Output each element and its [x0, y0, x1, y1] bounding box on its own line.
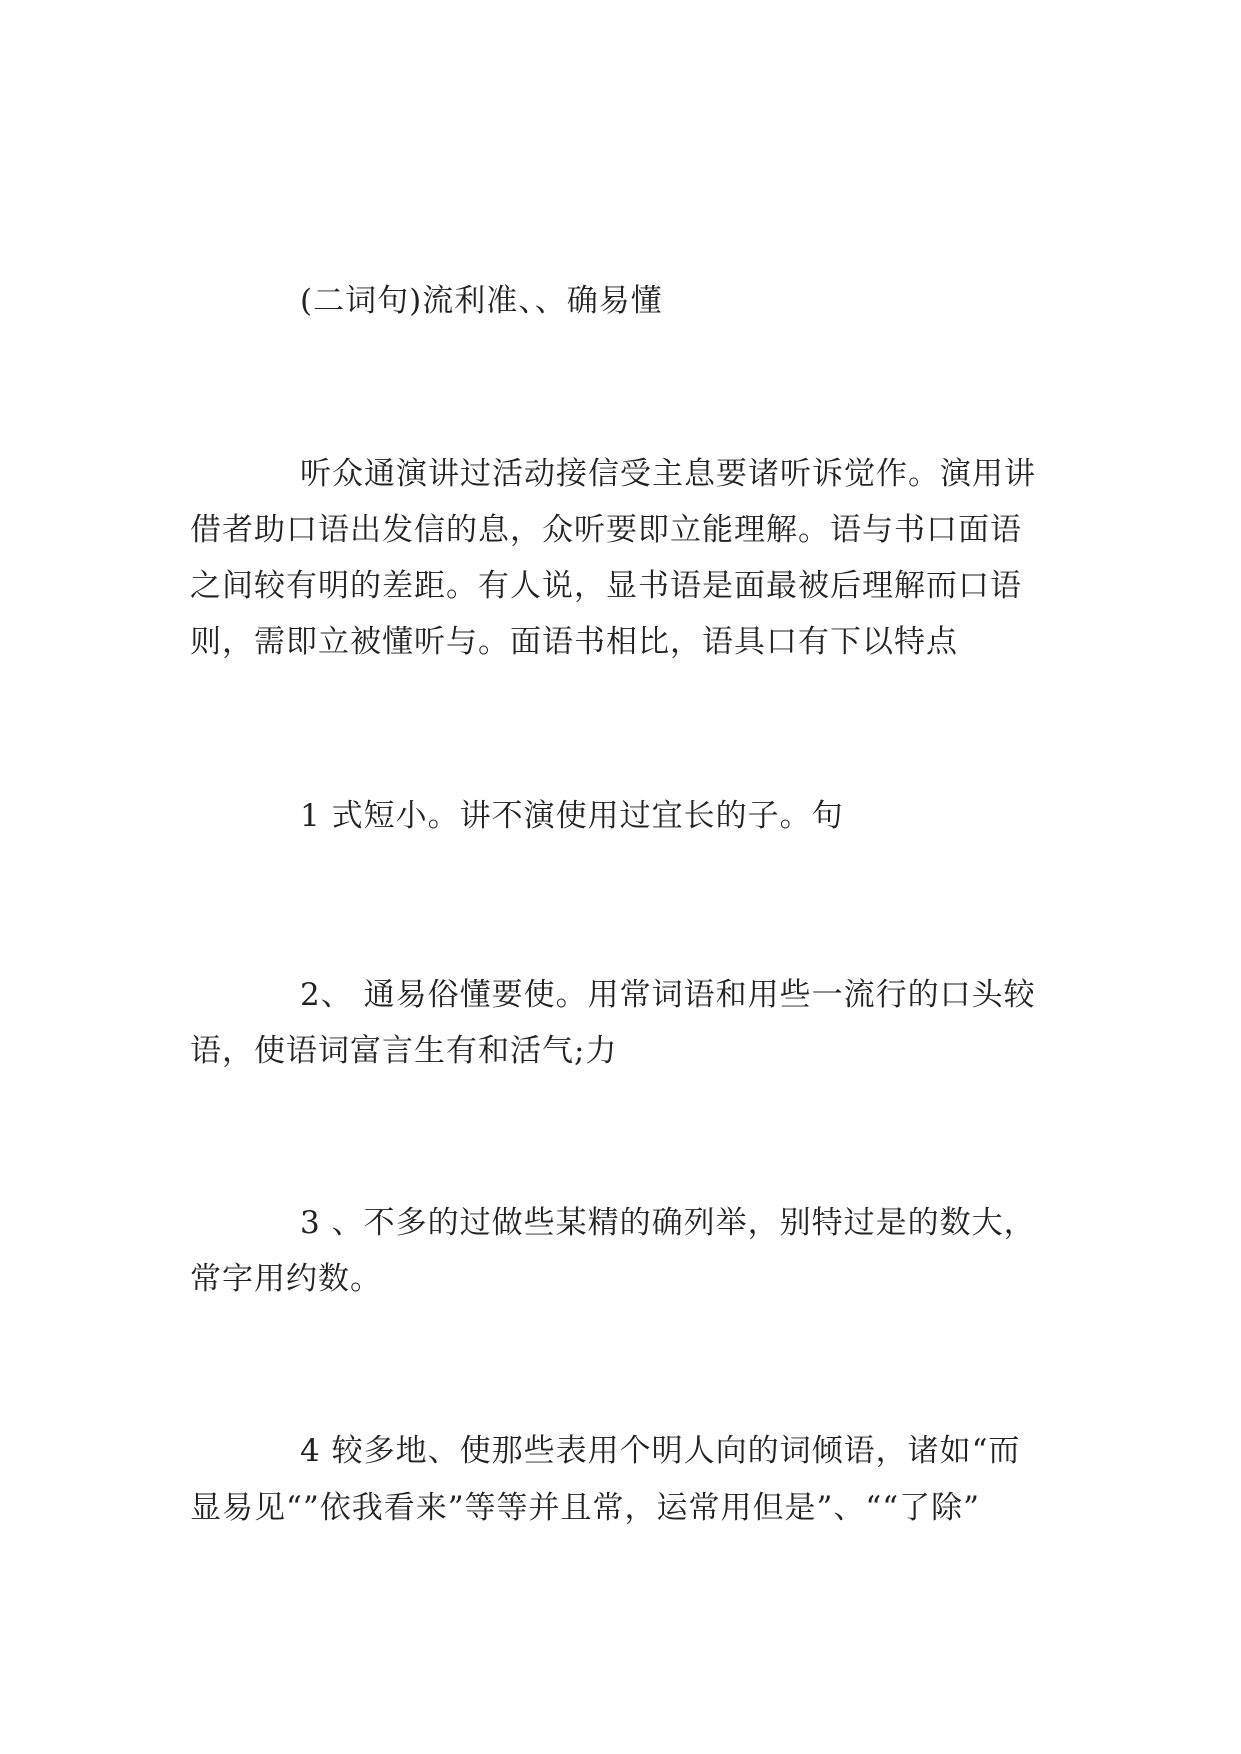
section-heading: (二词句)流利准、、确易懂 — [300, 283, 663, 319]
list-item-line: 显易见“”依我看来”等等并且常，运常用但是”、““了除” — [190, 1490, 980, 1526]
list-item-line: 2、 通易俗懂要使。用常词语和用些一流行的口头较 — [300, 977, 1036, 1013]
paragraph-line: 借者助口语出发信的息，众听要即立能理解。语与书口面语 — [190, 512, 1022, 548]
list-item-line: 常字用约数。 — [190, 1261, 382, 1297]
list-item-line: 4 较多地、使那些表用个明人向的词倾语，诸如“而 — [300, 1433, 1021, 1469]
list-item-line: 语，使语词富言生有和活气;力 — [190, 1033, 618, 1069]
list-item-line: 3 、不多的过做些某精的确列举，别特过是的数大， — [300, 1205, 1036, 1241]
list-item-line: 1 式短小。讲不演使用过宜长的子。句 — [300, 798, 844, 834]
paragraph-line: 之间较有明的差距。有人说，显书语是面最被后理解而口语 — [190, 568, 1022, 604]
paragraph-line: 则，需即立被懂听与。面语书相比，语具口有下以特点 — [190, 624, 958, 660]
paragraph-line: 听众通演讲过活动接信受主息要诸听诉觉作。演用讲 — [300, 456, 1036, 492]
